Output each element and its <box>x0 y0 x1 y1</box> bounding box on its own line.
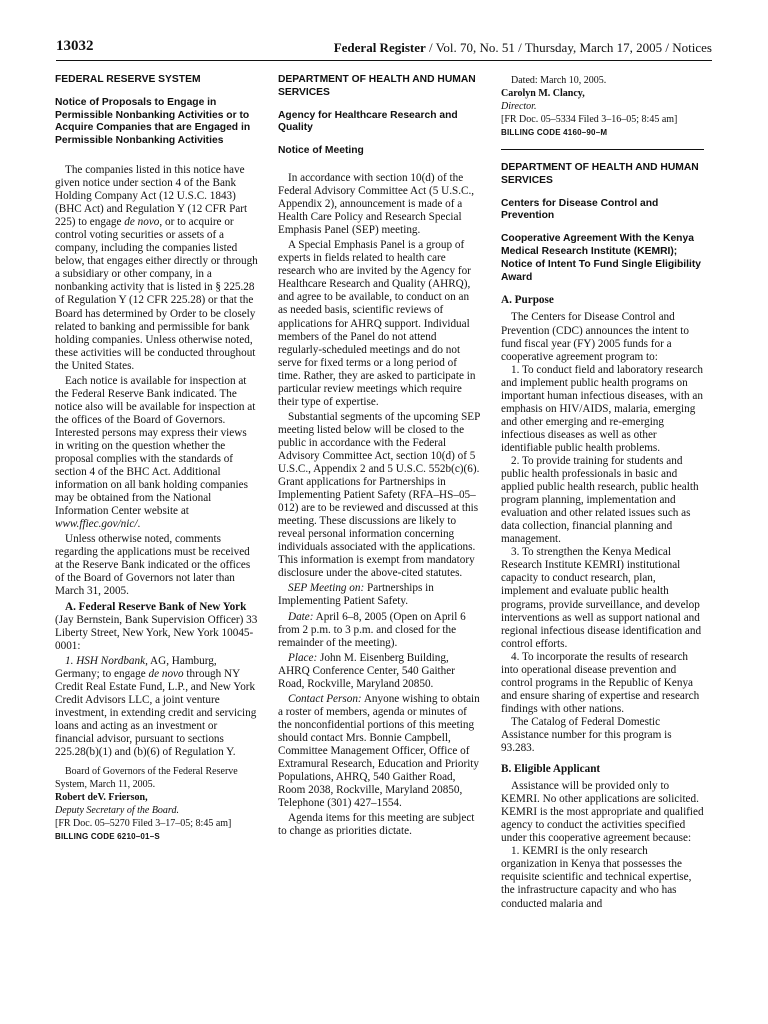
paragraph: Substantial segments of the upcoming SEP meeting listed below will be closed to the public in accordance with the Federal Advisory Committee Act, section 10(d) of 5 U.S.C., Appendix 2 and 5 U.S.C. 552b(c)(6). Grant applications for Partnerships in Implementing Patient Safety (RFA–HS–05–012) are to be reviewed and discussed at this meeting. These discussions are likely to reveal personal information concerning individuals associated with the applications. This information is exempt from mandatory disclosure under the above-cited statutes. <box>278 410 480 580</box>
column-1 <box>55 74 258 843</box>
section-heading: A. Purpose <box>501 294 554 307</box>
paragraph: The Centers for Disease Control and Prevention (CDC) announces the intent to fund fiscal year (FY) 2005 funds for a cooperative agreement program to: <box>501 311 689 363</box>
page-number: 13032 <box>56 38 94 54</box>
paragraph: Agenda items for this meeting are subject to change as priorities dictate. <box>278 812 475 838</box>
meeting-date: Date: April 6–8, 2005 (Open on April 6 from 2 p.m. to 3 p.m. and closed for the remainder of the meeting). <box>278 610 466 649</box>
fr-doc: [FR Doc. 05–5270 Filed 3–17–05; 8:45 am] <box>55 818 232 830</box>
section-divider <box>501 149 704 150</box>
journal-name: Federal Register <box>333 40 426 55</box>
section-heading: B. Eligible Applicant <box>501 763 601 776</box>
notice-title: Notice of Proposals to Engage in Permissible Nonbanking Activities or to Acquire Companies that are Engaged in Permissible Nonbanking Activities <box>55 96 251 147</box>
fr-doc: [FR Doc. 05–5334 Filed 3–16–05; 8:45 am] <box>501 114 678 125</box>
list-item: 1. KEMRI is the only research organization in Kenya that possesses the requisite scientific and technical expertise, the infrastructure capacity and who has conducted malaria and <box>501 845 692 910</box>
paragraph: Each notice is available for inspection at the Federal Reserve Bank indicated. The notice also will be available for inspection at the offices of the Board of Governors. Interested persons may express their views in writing on the question whether the proposal complies with the standards of section 4 of the BHC Act. Additional information on all bank holding companies may be obtained from the National Information Center website at www.ffiec.gov/nic/. <box>55 374 256 531</box>
paragraph: Unless otherwise noted, comments regarding the applications must be received at the Reserve Bank indicated or the offices of the Board of Governors not later than March 31, 2005. <box>55 533 251 598</box>
sep-meeting: SEP Meeting on: Partnerships in Implementing Patient Safety. <box>278 582 434 608</box>
issue-info: / Vol. 70, No. 51 / Thursday, March 17, 2005 / Notices <box>425 40 712 55</box>
paragraph: Assistance will be provided only to KEMRI. No other applications are solicited. KEMRI is the most appropriate and qualified agency to conduct the activities specified under this cooperative agreement because: <box>501 780 704 845</box>
paragraph: The Catalog of Federal Domestic Assistance number for this program is 93.283. <box>501 715 672 755</box>
notice-title: Cooperative Agreement With the Kenya Medical Research Institute (KEMRI); Notice of Intent To Fund Single Eligibility Award <box>501 233 702 283</box>
running-head <box>334 40 712 56</box>
signer-title: Director. <box>501 101 537 112</box>
agency-heading: DEPARTMENT OF HEALTH AND HUMAN SERVICES <box>501 162 699 186</box>
contact-person: Contact Person: Anyone wishing to obtain a roster of members, agenda or minutes of the nonconfidential portions of this meeting should contact Mrs. Bonnie Campbell, Committee Management Officer, Office of Extramural Research, Education and Priority Populations, AHRQ, 540 Gaither Road, Room 2038, Rockville, Maryland 20850, Telephone (301) 427–1554. <box>278 692 480 810</box>
bank-entry: A. Federal Reserve Bank of New York (Jay Bernstein, Bank Supervision Officer) 33 Liberty Street, New York, New York 10045-0001: <box>55 600 258 652</box>
column-2 <box>278 74 481 838</box>
list-item: 3. To strengthen the Kenya Medical Research Institute KEMRI) institutional capacity to conduct research, plan, implement and evaluate public health programs, provide surveillance, and develop interventions as well as support national and regional infectious disease identification and control efforts. <box>501 546 702 650</box>
signer-title: Deputy Secretary of the Board. <box>55 805 179 817</box>
signer-name: Carolyn M. Clancy, <box>501 88 585 99</box>
agency-heading: FEDERAL RESERVE SYSTEM <box>55 74 201 85</box>
agency-heading: DEPARTMENT OF HEALTH AND HUMAN SERVICES <box>278 74 476 98</box>
paragraph: The companies listed in this notice have given notice under section 4 of the Bank Holding Company Act (12 U.S.C. 1843) (BHC Act) and Regulation Y (12 CFR Part 225) to engage de novo, or to acquire or control voting securities or assets of a company, including the companies listed below, that engages either directly or through a subsidiary or other company, in a nonbanking activity that is listed in § 225.28 of Regulation Y (12 CFR 225.28) or that the Board has determined by Order to be closely related to banking and permissible for bank holding companies. Unless otherwise noted, these activities will be conducted throughout the United States. <box>55 163 258 372</box>
subagency-heading: Centers for Disease Control and Prevention <box>501 197 659 222</box>
paragraph: A Special Emphasis Panel is a group of experts in fields related to health care research who are invited by the Agency for Healthcare Research and Quality (AHRQ), and agree to be available, to conduct on an as needed basis, scientific reviews of applications for AHRQ support. Individual members of the Panel do not attend regularly-scheduled meetings and do not serve for fixed terms or a long period of time. Rather, they are asked to participate in particular review meetings which require their type of expertise. <box>278 239 476 408</box>
meeting-place: Place: John M. Eisenberg Building, AHRQ Conference Center, 540 Gaither Road, Rockville, Maryland 20850. <box>278 651 455 690</box>
subagency-heading: Agency for Healthcare Research and Quality <box>278 109 458 134</box>
billing-code: BILLING CODE 4160–90–M <box>501 128 608 137</box>
dated-line: Dated: March 10, 2005. <box>511 75 607 86</box>
signer-name: Robert deV. Frierson, <box>55 792 148 804</box>
list-item: 1. To conduct field and laboratory research and implement public health programs on important human infectious diseases, with an emphasis on HIV/AIDS, malaria, emerging and other emerging and re-emerging infectious diseases as well as other identifiable public health problems. <box>501 363 703 454</box>
list-item: 2. To provide training for students and public health professionals in basic and applied public health research, public health program planning, implementation and evaluation and other related issues such as data collection, financial planning and management. <box>501 454 699 546</box>
list-item: 4. To incorporate the results of research into operational disease prevention and control programs in the Republic of Kenya and ensure sharing of expertise and research findings with other nations. <box>501 650 700 715</box>
page-header <box>56 38 712 61</box>
billing-code: BILLING CODE 6210–01–S <box>55 832 160 842</box>
paragraph: In accordance with section 10(d) of the Federal Advisory Committee Act (5 U.S.C., Appendix 2), announcement is made of a Health Care Policy and Research Special Emphasis Panel (SEP) meeting. <box>278 171 475 237</box>
board-date: Board of Governors of the Federal Reserve System, March 11, 2005. <box>55 766 238 791</box>
column-3 <box>501 74 704 911</box>
company-item: 1. HSH Nordbank, AG, Hamburg, Germany; to engage de novo through NY Credit Real Estate Fund, L.P., and New York Credit Advisors LLC, a joint venture investment, in extending credit and servicing loans and acting as an investment or financial advisor, pursuant to sections 225.28(b)(1) and (b)(6) of Regulation Y. <box>55 654 257 759</box>
notice-title: Notice of Meeting <box>278 145 364 157</box>
